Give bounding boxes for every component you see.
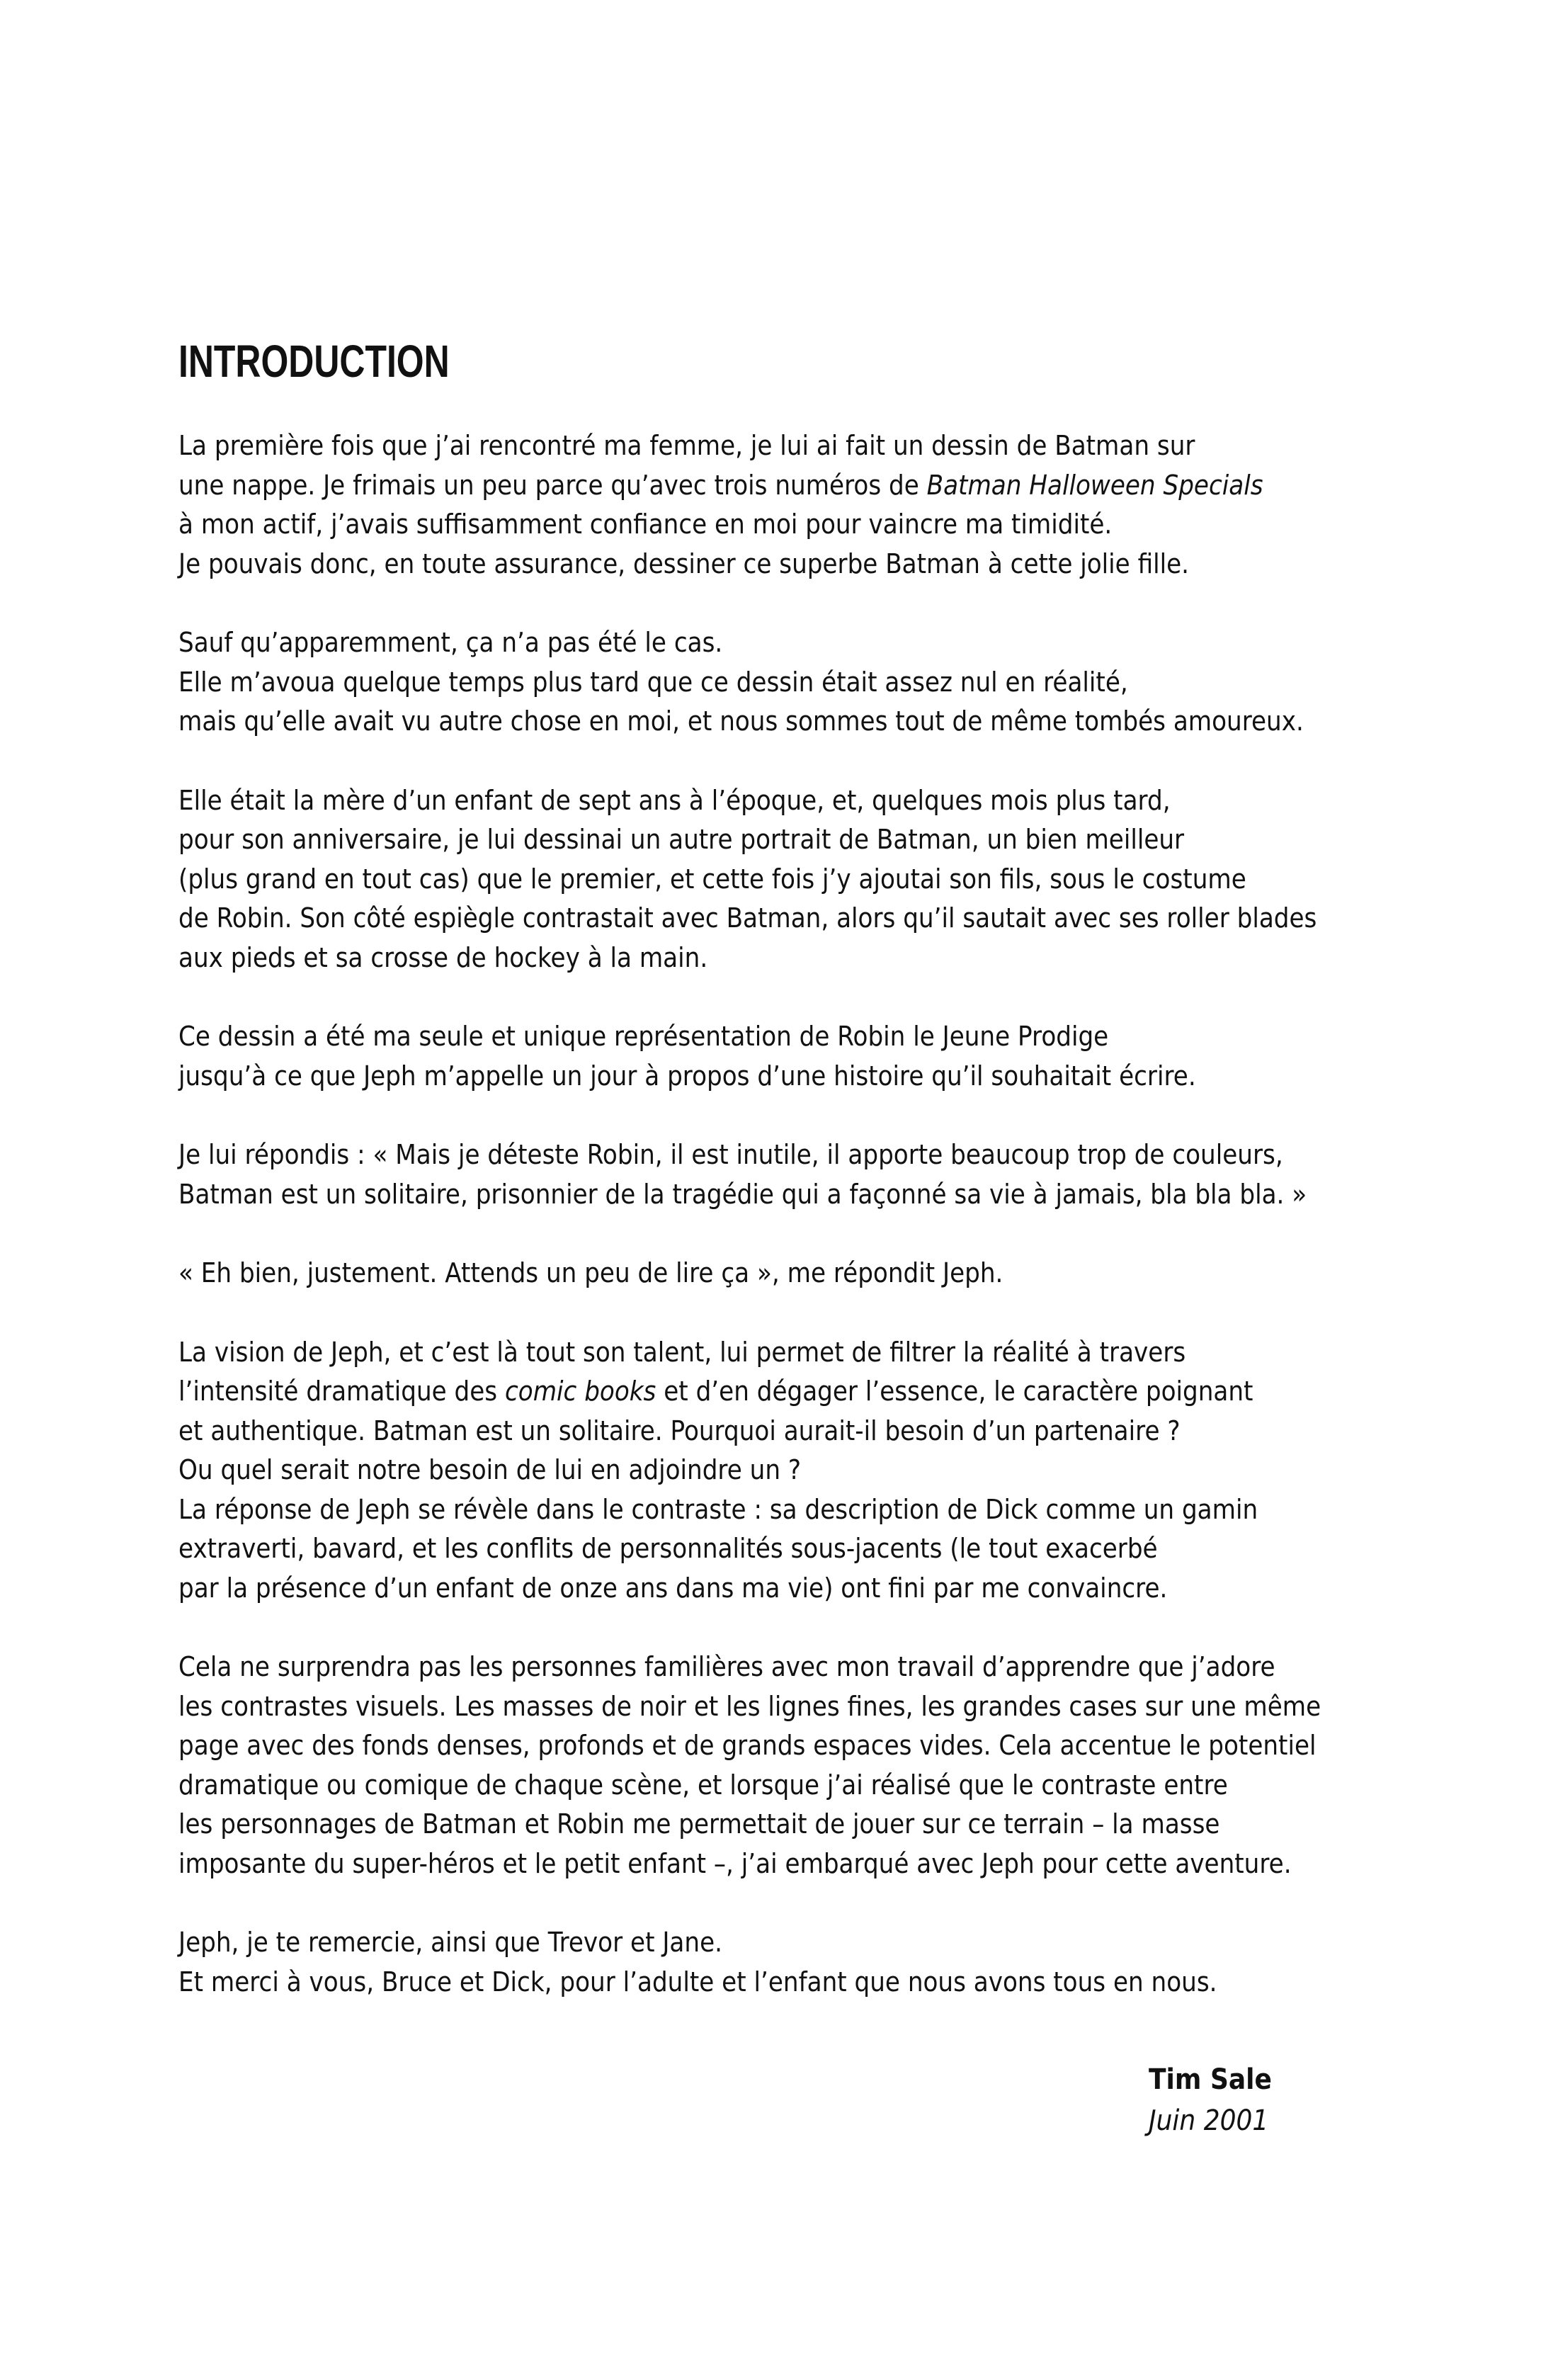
text-line bbox=[178, 939, 1287, 978]
paragraph bbox=[178, 1648, 1321, 1883]
text-line bbox=[178, 1057, 1287, 1096]
text-run: et d’en dégager l’essence, le caractère poignant bbox=[656, 1376, 1253, 1407]
signature-date: Juin 2001 bbox=[1149, 2104, 1269, 2137]
text-line bbox=[178, 1333, 1287, 1373]
paragraph bbox=[178, 1254, 1287, 1293]
text-run: Je pouvais donc, en toute assurance, dessiner ce superbe Batman à cette jolie fille. bbox=[178, 548, 1190, 579]
paragraph bbox=[178, 426, 1287, 584]
text-run: La réponse de Jeph se révèle dans le contraste : sa description de Dick comme un gamin bbox=[178, 1493, 1258, 1525]
text-run: Et merci à vous, Bruce et Dick, pour l’adulte et l’enfant que nous avons tous en nous. bbox=[178, 1966, 1217, 1998]
text-line bbox=[178, 1175, 1307, 1215]
text-run: Batman est un solitaire, prisonnier de la tragédie qui a façonné sa vie à jamais, bla bla bla. » bbox=[178, 1178, 1307, 1210]
italic-text: Batman Halloween Specials bbox=[926, 469, 1263, 501]
text-line bbox=[178, 1923, 1287, 1963]
text-line bbox=[178, 1135, 1287, 1175]
text-line bbox=[178, 702, 1304, 742]
text-run: Sauf qu’apparemment, ça n’a pas été le cas. bbox=[178, 627, 723, 658]
text-line bbox=[178, 1569, 1287, 1609]
text-run: dramatique ou comique de chaque scène, et lorsque j’ai réalisé que le contraste entre bbox=[178, 1769, 1228, 1801]
paragraph bbox=[178, 1135, 1307, 1214]
paragraph bbox=[178, 1333, 1287, 1609]
text-line bbox=[178, 1412, 1287, 1451]
text-line bbox=[178, 1372, 1287, 1412]
paragraph bbox=[178, 1017, 1287, 1096]
text-line bbox=[178, 1805, 1287, 1844]
paragraph bbox=[178, 623, 1304, 742]
text-run: une nappe. Je frimais un peu parce qu’avec trois numéros de bbox=[178, 469, 927, 501]
text-run: l’intensité dramatique des bbox=[178, 1376, 505, 1407]
text-line bbox=[178, 781, 1287, 821]
text-run: imposante du super-héros et le petit enfant –, j’ai embarqué avec Jeph pour cette aventure. bbox=[178, 1847, 1292, 1879]
text-line bbox=[178, 1648, 1287, 1687]
author-name: Tim Sale bbox=[1149, 2063, 1272, 2096]
text-line bbox=[178, 1766, 1287, 1806]
text-run: La première fois que j’ai rencontré ma femme, je lui ai fait un dessin de Batman sur bbox=[178, 430, 1195, 461]
text-run: Jeph, je te remercie, ainsi que Trevor et Jane. bbox=[178, 1927, 722, 1958]
text-line bbox=[178, 860, 1287, 900]
text-run: page avec des fonds denses, profonds et de grands espaces vides. Cela accentue le potentiel bbox=[178, 1730, 1317, 1761]
text-run: Ce dessin a été ma seule et unique représentation de Robin le Jeune Prodige bbox=[178, 1021, 1109, 1052]
text-run: Elle m’avoua quelque temps plus tard que ce dessin était assez nul en réalité, bbox=[178, 666, 1128, 698]
text-run: (plus grand en tout cas) que le premier, et cette fois j’y ajoutai son fils, sous le costume bbox=[178, 863, 1246, 895]
text-run: les personnages de Batman et Robin me permettait de jouer sur ce terrain – la masse bbox=[178, 1808, 1220, 1840]
text-run: « Eh bien, justement. Attends un peu de lire ça », me répondit Jeph. bbox=[178, 1257, 1003, 1288]
text-run: Ou quel serait notre besoin de lui en adjoindre un ? bbox=[178, 1454, 802, 1485]
text-run: Cela ne surprendra pas les personnes familières avec mon travail d’apprendre que j’adore bbox=[178, 1651, 1275, 1682]
text-run: de Robin. Son côté espiègle contrastait avec Batman, alors qu’il sautait avec ses roller blades bbox=[178, 902, 1317, 934]
text-line bbox=[178, 1844, 1292, 1884]
text-line bbox=[178, 505, 1287, 545]
text-run: les contrastes visuels. Les masses de noir et les lignes fines, les grandes cases sur une même bbox=[178, 1690, 1321, 1722]
text-line bbox=[178, 820, 1287, 860]
text-line bbox=[178, 426, 1287, 466]
text-line bbox=[178, 1529, 1287, 1569]
text-line bbox=[178, 1490, 1287, 1530]
paragraph bbox=[178, 1923, 1287, 2002]
text-line bbox=[178, 1254, 1287, 1293]
text-line bbox=[178, 1687, 1321, 1727]
text-run: jusqu’à ce que Jeph m’appelle un jour à propos d’une histoire qu’il souhaitait écrire. bbox=[178, 1060, 1196, 1092]
text-run: à mon actif, j’avais suffisamment confiance en moi pour vaincre ma timidité. bbox=[178, 509, 1113, 540]
text-run: par la présence d’un enfant de onze ans dans ma vie) ont fini par me convaincre. bbox=[178, 1572, 1168, 1604]
body-text bbox=[178, 426, 1411, 2002]
italic-text: comic books bbox=[504, 1376, 656, 1407]
text-line bbox=[178, 545, 1287, 584]
text-line bbox=[178, 899, 1317, 939]
paragraph bbox=[178, 781, 1317, 978]
text-run: et authentique. Batman est un solitaire. Pourquoi aurait-il besoin d’un partenaire ? bbox=[178, 1415, 1181, 1446]
text-line bbox=[178, 466, 1287, 506]
text-line bbox=[178, 1726, 1317, 1766]
introduction-section bbox=[178, 333, 1411, 2041]
text-run: La vision de Jeph, et c’est là tout son talent, lui permet de filtrer la réalité à travers bbox=[178, 1336, 1186, 1368]
text-run: aux pieds et sa crosse de hockey à la main. bbox=[178, 941, 708, 973]
text-run: Je lui répondis : « Mais je déteste Robin, il est inutile, il apporte beaucoup trop de couleurs, bbox=[178, 1139, 1283, 1170]
text-run: mais qu’elle avait vu autre chose en moi, et nous sommes tout de même tombés amoureux. bbox=[178, 706, 1304, 737]
text-line bbox=[178, 1963, 1287, 2002]
text-line bbox=[178, 1017, 1287, 1057]
text-line bbox=[178, 1451, 1287, 1490]
text-run: pour son anniversaire, je lui dessinai un autre portrait de Batman, un bien meilleur bbox=[178, 824, 1185, 855]
text-line bbox=[178, 663, 1287, 703]
text-line bbox=[178, 623, 1287, 663]
signature-block bbox=[1149, 2059, 1272, 2141]
text-run: extraverti, bavard, et les conflits de personnalités sous-jacents (le tout exacerbé bbox=[178, 1533, 1158, 1564]
page-title: INTRODUCTION bbox=[178, 336, 450, 387]
text-run: Elle était la mère d’un enfant de sept ans à l’époque, et, quelques mois plus tard, bbox=[178, 784, 1171, 816]
